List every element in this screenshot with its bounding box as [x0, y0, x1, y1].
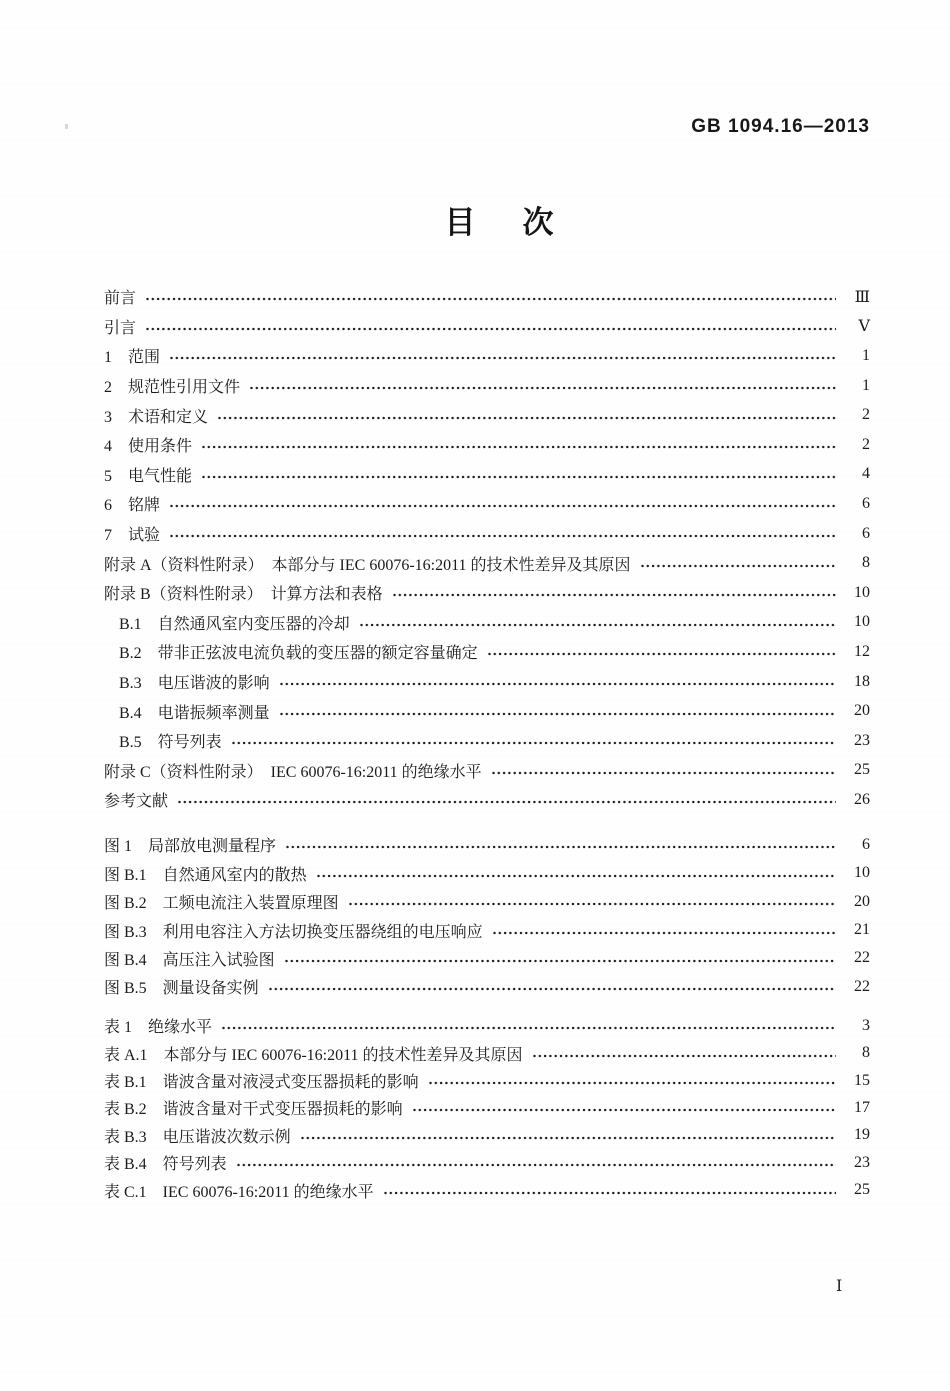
toc-entry-page: 25	[854, 761, 870, 779]
dot-leader	[169, 355, 836, 362]
toc-entry	[104, 637, 870, 667]
table-entry-label: 表 B.1 谐波含量对液浸式变压器损耗的影响	[104, 1074, 419, 1091]
dot-leader	[221, 1025, 836, 1032]
dot-leader	[217, 415, 836, 422]
dot-leader	[383, 1190, 836, 1197]
toc-entry-label: 1 范围	[104, 349, 161, 367]
toc-entry	[104, 282, 870, 312]
toc-entry-page: 18	[854, 672, 870, 690]
toc-entry-label: 参考文献	[104, 793, 169, 811]
toc-entry	[104, 785, 870, 815]
dot-leader	[169, 533, 836, 540]
dot-leader	[177, 799, 836, 806]
table-entry-page: 8	[862, 1044, 870, 1062]
figure-entry-page: 6	[862, 835, 870, 853]
toc-entry-page: 1	[862, 346, 870, 364]
table-entry-page: 17	[854, 1098, 870, 1116]
figure-entry-label: 图 B.1 自然通风室内的散热	[104, 866, 307, 884]
figure-entry-page: 10	[854, 864, 870, 882]
figure-entry-label: 图 B.2 工频电流注入装置原理图	[104, 895, 339, 913]
dot-leader	[236, 1162, 836, 1169]
dot-leader	[201, 444, 836, 451]
toc-entry	[104, 371, 870, 401]
figure-entry	[104, 944, 870, 972]
dot-leader	[640, 563, 836, 570]
figure-entry	[104, 973, 870, 1001]
toc-list	[104, 282, 870, 815]
table-entry-label: 表 B.2 谐波含量对干式变压器损耗的影响	[104, 1101, 403, 1119]
table-entry-page: 3	[862, 1016, 870, 1034]
toc-entry	[104, 430, 870, 460]
dot-leader	[231, 740, 836, 747]
dot-leader	[201, 474, 836, 481]
table-entry	[104, 1176, 870, 1203]
table-entry	[104, 1094, 870, 1121]
table-entry-label: 表 B.4 符号列表	[104, 1156, 227, 1174]
table-entry-page: 15	[854, 1071, 870, 1089]
figure-entry-page: 20	[854, 892, 870, 910]
table-entry-label: 表 1 绝缘水平	[104, 1019, 213, 1037]
table-entry-label: 表 A.1 本部分与 IEC 60076-16:2011 的技术性差异及其原因	[104, 1046, 523, 1064]
figure-entry	[104, 887, 870, 915]
toc-entry-label: 4 使用条件	[104, 438, 193, 456]
toc-entry-label: B.4 电谐振频率测量	[119, 704, 270, 722]
table-entry	[104, 1122, 870, 1149]
table-entry	[104, 1039, 870, 1066]
toc-entry	[104, 578, 870, 608]
page-title: 目 次	[444, 205, 562, 240]
table-entry-page: 25	[854, 1181, 870, 1199]
scan-artifact-speck	[65, 124, 68, 129]
dot-leader	[359, 622, 836, 629]
toc-entry-label: 引言	[104, 319, 137, 337]
figure-entry-page: 22	[854, 949, 870, 967]
figure-entry	[104, 916, 870, 944]
toc-entry	[104, 519, 870, 549]
figure-entry-label: 图 B.3 利用电容注入方法切换变压器绕组的电压响应	[104, 923, 483, 941]
toc-entry-page: 6	[862, 524, 870, 542]
dot-leader	[279, 681, 836, 688]
dot-leader	[249, 385, 836, 392]
toc-entry-page: 4	[862, 465, 870, 483]
dot-leader	[487, 651, 836, 658]
table-entry	[104, 1067, 870, 1094]
toc-entry	[104, 460, 870, 490]
dot-leader	[300, 1135, 836, 1142]
toc-entry-page: 8	[862, 554, 870, 572]
dot-leader	[145, 326, 836, 333]
table-of-contents	[104, 282, 870, 1204]
toc-entry-page: Ⅲ	[854, 288, 870, 306]
dot-leader	[316, 873, 836, 880]
toc-entry	[104, 312, 870, 342]
dot-leader	[491, 770, 836, 777]
toc-entry-page: 20	[854, 702, 870, 720]
toc-entry	[104, 489, 870, 519]
tables-list	[104, 1012, 870, 1204]
dot-leader	[532, 1053, 836, 1060]
table-entry-page: 23	[854, 1153, 870, 1171]
figure-entry	[104, 831, 870, 859]
toc-entry-label: 附录 A（资料性附录） 本部分与 IEC 60076-16:2011 的技术性差异及其原因	[104, 556, 631, 574]
dot-leader	[412, 1107, 836, 1114]
toc-entry-label: 3 术语和定义	[104, 408, 209, 426]
toc-entry	[104, 696, 870, 726]
figure-entry	[104, 859, 870, 887]
toc-entry-page: 2	[862, 406, 870, 424]
toc-entry	[104, 726, 870, 756]
figure-entry-label: 图 1 局部放电测量程序	[104, 838, 277, 856]
toc-entry-page: 10	[854, 613, 870, 631]
toc-entry-label: B.3 电压谐波的影响	[119, 675, 270, 693]
toc-entry-page: Ⅴ	[858, 318, 870, 336]
toc-entry-page: 12	[854, 642, 870, 660]
toc-entry	[104, 548, 870, 578]
table-entry	[104, 1012, 870, 1039]
toc-entry	[104, 341, 870, 371]
standard-code: GB 1094.16—2013	[691, 116, 870, 137]
figure-entry-page: 21	[854, 921, 870, 939]
dot-leader	[169, 503, 836, 510]
footer-page-number: Ⅰ	[836, 1278, 843, 1295]
table-entry-label: 表 B.3 电压谐波次数示例	[104, 1128, 291, 1146]
toc-entry-page: 6	[862, 494, 870, 512]
toc-entry	[104, 756, 870, 786]
dot-leader	[145, 296, 836, 303]
toc-entry-page: 26	[854, 790, 870, 808]
figure-entry-page: 22	[854, 977, 870, 995]
table-entry-page: 19	[854, 1126, 870, 1144]
dot-leader	[392, 592, 836, 599]
toc-entry	[104, 608, 870, 638]
figure-entry-label: 图 B.5 测量设备实例	[104, 980, 259, 998]
dot-leader	[285, 844, 836, 851]
toc-entry-label: 2 规范性引用文件	[104, 379, 241, 397]
dot-leader	[279, 711, 836, 718]
toc-entry-label: B.2 带非正弦波电流负载的变压器的额定容量确定	[119, 645, 478, 663]
dot-leader	[492, 930, 836, 937]
toc-entry-label: 6 铭牌	[104, 497, 161, 515]
dot-leader	[268, 986, 836, 993]
toc-entry-label: 5 电气性能	[104, 467, 193, 485]
toc-entry-page: 1	[862, 376, 870, 394]
table-entry-label: 表 C.1 IEC 60076-16:2011 的绝缘水平	[104, 1183, 374, 1201]
toc-entry-label: 附录 C（资料性附录） IEC 60076-16:2011 的绝缘水平	[104, 763, 482, 781]
toc-entry-label: 前言	[104, 290, 137, 308]
dot-leader	[428, 1080, 836, 1087]
dot-leader	[284, 958, 836, 965]
toc-entry-label: 7 试验	[104, 527, 161, 545]
toc-entry-page: 23	[854, 731, 870, 749]
toc-entry-label: B.1 自然通风室内变压器的冷却	[119, 615, 350, 633]
toc-entry-page: 10	[854, 583, 870, 601]
toc-entry-label: 附录 B（资料性附录） 计算方法和表格	[104, 586, 383, 604]
figures-list	[104, 831, 870, 1001]
toc-entry-label: B.5 符号列表	[119, 734, 222, 752]
dot-leader	[348, 901, 836, 908]
toc-entry	[104, 400, 870, 430]
toc-entry	[104, 667, 870, 697]
table-entry	[104, 1149, 870, 1176]
figure-entry-label: 图 B.4 高压注入试验图	[104, 951, 275, 969]
toc-entry-page: 2	[862, 435, 870, 453]
